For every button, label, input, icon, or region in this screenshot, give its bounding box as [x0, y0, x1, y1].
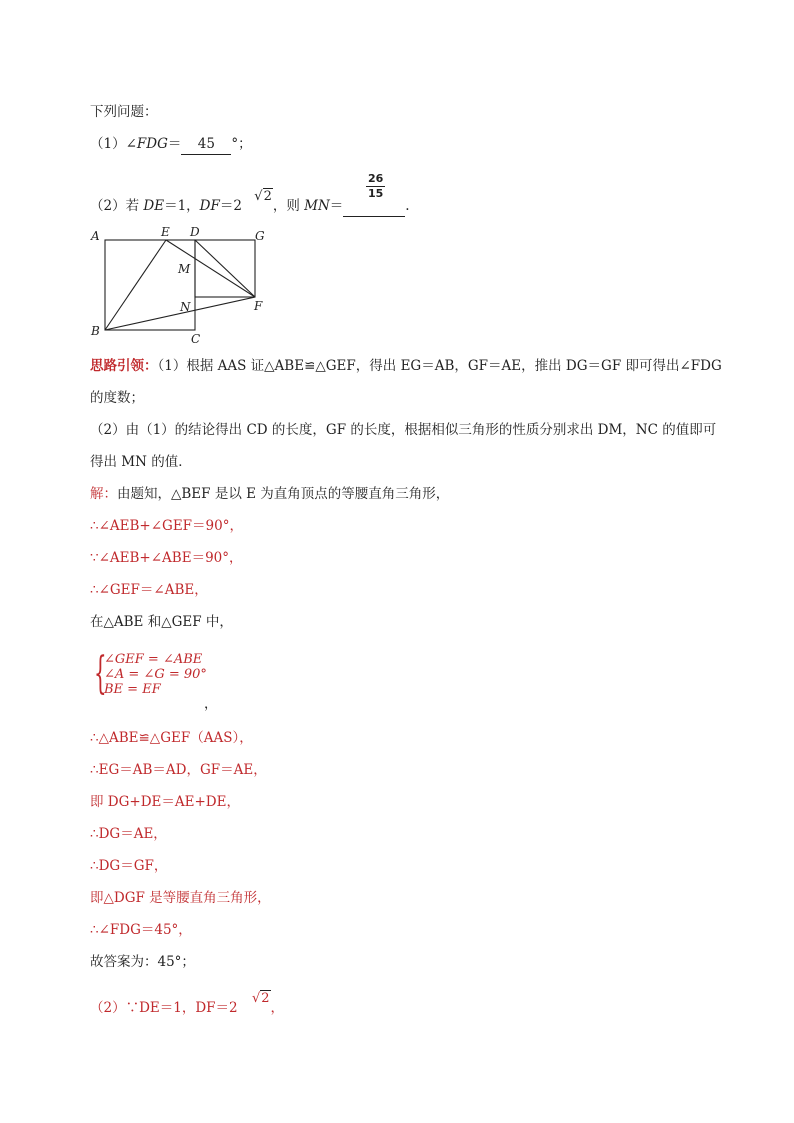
- question-2: （2）若 DE＝1，DF＝2 √2，则 MN＝ .: [90, 196, 410, 217]
- solution-line-8: 即 DG+DE＝AE+DE，: [90, 794, 240, 810]
- solution-line-3: ∵∠AEB+∠ABE＝90°，: [90, 550, 243, 566]
- system-comma: ，: [204, 696, 218, 712]
- geometry-diagram: [86, 222, 276, 347]
- hint-line-4: 得出 MN 的值．: [90, 454, 192, 470]
- solution-line-2: ∴∠AEB+∠GEF＝90°，: [90, 518, 243, 534]
- solution-line-11: 即△DGF 是等腰直角三角形，: [90, 890, 271, 906]
- sqrt-symbol-2: √2: [251, 991, 270, 1006]
- hint-line-3: （2）由（1）的结论得出 CD 的长度，GF 的长度，根据相似三角形的性质分别求出 DM，NC 的值即可: [90, 422, 717, 438]
- label-d: D: [190, 225, 200, 239]
- label-a: A: [91, 229, 100, 243]
- label-m: M: [178, 262, 191, 276]
- label-c: C: [191, 332, 201, 346]
- intro-text: 下列问题：: [90, 104, 158, 120]
- label-g: G: [255, 229, 265, 243]
- solution-line-4: ∴∠GEF＝∠ABE，: [90, 582, 208, 598]
- solution-line-14: （2）∵DE＝1，DF＝2 √2，: [90, 991, 285, 1016]
- brace-symbol: {: [94, 648, 107, 699]
- solution-line-12: ∴∠FDG＝45°，: [90, 922, 192, 938]
- equation-system: { ∠GEF = ∠ABE ∠A = ∠G = 90° BE = EF: [94, 648, 207, 699]
- solution-line-9: ∴DG＝AE，: [90, 826, 167, 842]
- solution-line-1: 解：由题知，△BEF 是以 E 为直角顶点的等腰直角三角形，: [90, 486, 450, 502]
- question-1: （1）∠FDG＝ 45 °；: [90, 134, 252, 155]
- solution-line-10: ∴DG＝GF，: [90, 858, 168, 874]
- square-abcd: [105, 240, 195, 330]
- answer-blank-1: 45: [181, 134, 231, 155]
- hint-line-1: 思路引领：（1）根据 AAS 证△ABE≌△GEF，得出 EG＝AB，GF＝AE，推出 DG＝GF 即可得出∠FDG: [90, 358, 722, 374]
- label-e: E: [161, 225, 170, 239]
- label-b: B: [91, 324, 100, 338]
- label-n: N: [180, 300, 191, 314]
- segment-be: [105, 240, 166, 330]
- solution-line-6: ∴△ABE≌△GEF（AAS），: [90, 730, 253, 746]
- hint-line-2: 的度数；: [90, 390, 144, 406]
- segment-df: [195, 240, 255, 297]
- answer-fraction: $\frac{26}{15}$: [368, 172, 384, 200]
- label-f: F: [254, 299, 263, 313]
- solution-line-7: ∴EG＝AB＝AD，GF＝AE，: [90, 762, 267, 778]
- solution-line-13: 故答案为：45°；: [90, 954, 195, 970]
- sqrt-symbol: √2: [254, 189, 272, 204]
- solution-line-5: 在△ABE 和△GEF 中，: [90, 614, 233, 630]
